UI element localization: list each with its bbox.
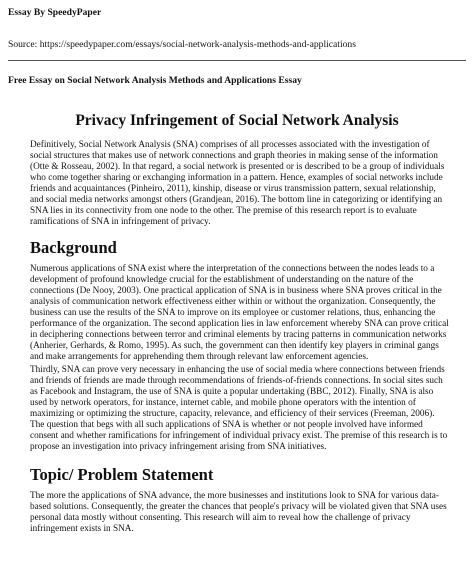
essay-title: Privacy Infringement of Social Network Analysis [75,112,399,129]
site-name: Essay By SpeedyPaper [8,7,102,18]
header-divider [8,60,466,61]
intro-paragraph: Definitively, Social Network Analysis (SNA) comprises of all processes associated with the investigation of social structures that makes use of network connections and graph theories in making sense of the information (Otte & Rosseau, 2002). In that regard, a social network is presented or is described to be a group of individuals who come together sharing or exchanging information in a pattern. Hence, examples of social networks include friends and acquaintances (Pinheiro, 2011), kinship, disease or virus transmission pattern, sexual relationship, and social media networks amongst others (Grandjean, 2016). The bottom line in categorizing or identifying an SNA lies in its connectivity from one node to the other. The premise of this research report is to evaluate ramifications of SNA in infringement of privacy. [30,140,445,227]
essay-label: Free Essay on Social Network Analysis Methods and Applications Essay [8,75,302,86]
source-line: Source: https://speedypaper.com/essays/social-network-analysis-methods-and-applications [8,39,356,50]
background-paragraph-1: Numerous applications of SNA exist where the interpretation of the connections between the nodes leads to a development of profound knowledge crucial for the establishment of understanding on the nature of the connections (De Nooy, 2003). One practical application of SNA is in business where SNA proves critical in the analysis of communication network effectiveness either within or without the organization. Consequently, the business can use the results of the SNA to improve on its employee or customer relations, thus, enhancing the performance of the organization. The second application lies in law enforcement whereby SNA can prove critical in deciphering connections between terror and criminal elements by tracing patterns in communication networks (Anherier, Gerhards, & Romo, 1995). As such, the government can then identify key players in criminal gangs and make arrangements for apprehending them through relevant law enforcement agencies. [30,264,449,362]
topic-heading: Topic/ Problem Statement [30,465,214,484]
background-heading: Background [30,238,117,257]
topic-paragraph-1: The more the applications of SNA advance, the more businesses and institutions look to SNA for various data-based solutions. Consequently, the greater the chances that people's privacy will be violated given that SNA uses personal data mostly without consenting. This research will aim to reveal how the challenge of privacy infringement exists in SNA. [30,491,447,534]
background-paragraph-2: Thirdly, SNA can prove very necessary in enhancing the use of social media where connections between friends and friends of friends are made through recommendations of friends-of-friends connections. In social sites such as Facebook and Instagram, the use of SNA is quite a popular undertaking (BBC, 2012). Finally, SNA is also used by network operators, for instance, internet cable, and mobile phone operators with the intention of maximizing or optimizing the structure, capacity, relevance, and efficiency of their services (Freeman, 2006). The question that begs with all such applications of SNA is whether or not people involved have informed consent and whether ramifications for infringement of individual privacy exist. The premise of this research is to propose an investigation into privacy infringement arising from SNA initiatives. [30,365,448,452]
